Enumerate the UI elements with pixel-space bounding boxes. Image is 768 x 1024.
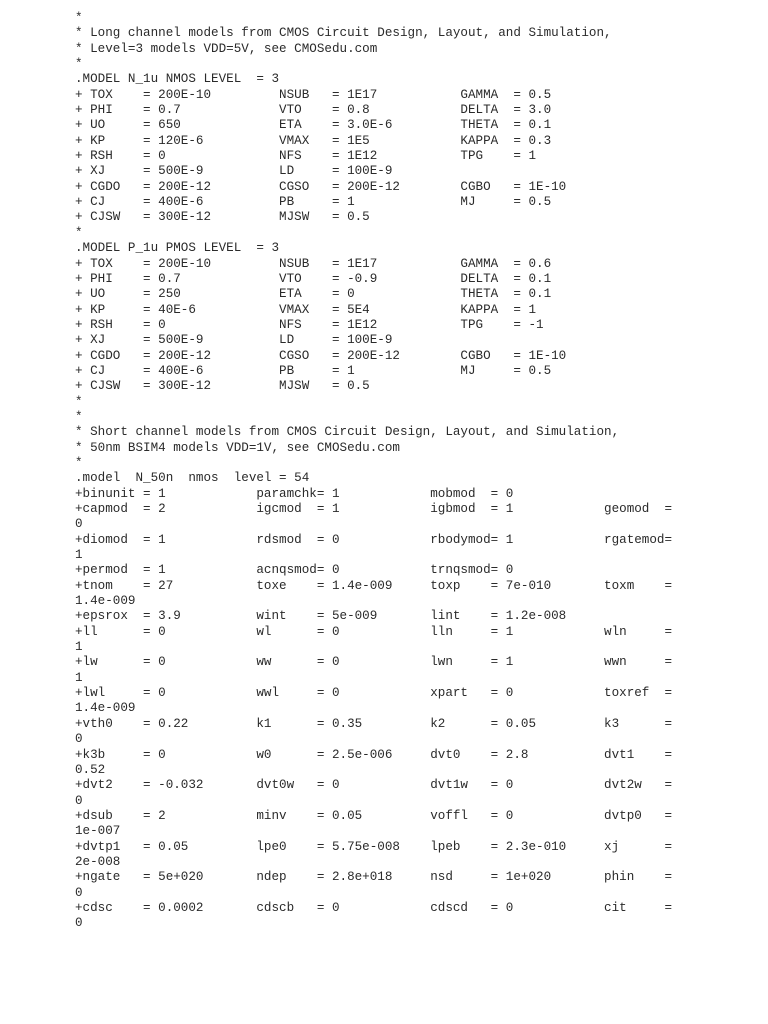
text-line: 1e-007	[75, 824, 121, 839]
text-line: *	[75, 11, 83, 25]
text-line: .MODEL N_1u NMOS LEVEL = 3	[75, 72, 280, 87]
text-line: + UO = 650 ETA = 3.0E-6 THETA = 0.1	[75, 118, 552, 133]
text-line: +dvtp1 = 0.05 lpe0 = 5.75e-008 lpeb = 2.3e-010 xj =	[75, 839, 673, 854]
text-line: * Short channel models from CMOS Circuit Design, Layout, and Simulation,	[75, 425, 620, 440]
text-line: 1.4e-009	[75, 594, 136, 609]
text-line: +tnom = 27 toxe = 1.4e-009 toxp = 7e-010 toxm =	[75, 578, 673, 593]
text-line: + KP = 40E-6 VMAX = 5E4 KAPPA = 1	[75, 302, 537, 317]
text-line: +capmod = 2 igcmod = 1 igbmod = 1 geomod =	[75, 502, 673, 516]
text-line: *	[75, 394, 83, 409]
text-line: +diomod = 1 rdsmod = 0 rbodymod= 1 rgatemod=	[75, 532, 673, 547]
text-line: *	[75, 409, 83, 424]
text-line: +lw = 0 ww = 0 lwn = 1 wwn =	[75, 655, 673, 670]
text-line: 0	[75, 517, 83, 532]
text-line: .MODEL P_1u PMOS LEVEL = 3	[75, 241, 280, 256]
text-line: + CGDO = 200E-12 CGSO = 200E-12 CGBO = 1E-10	[75, 179, 567, 194]
text-line: +dsub = 2 minv = 0.05 voffl = 0 dvtp0 =	[75, 808, 673, 823]
text-line: 1	[75, 670, 83, 685]
text-line: * Level=3 models VDD=5V, see CMOSedu.com	[75, 41, 378, 56]
text-line: + CJSW = 300E-12 MJSW = 0.5	[75, 210, 370, 225]
text-line: 0	[75, 885, 83, 900]
text-line: +k3b = 0 w0 = 2.5e-006 dvt0 = 2.8 dvt1 =	[75, 747, 673, 762]
text-line: *	[75, 225, 83, 240]
text-line: + XJ = 500E-9 LD = 100E-9	[75, 164, 393, 179]
text-line: 0.52	[75, 762, 106, 777]
text-line: 0	[75, 916, 83, 931]
text-line: + KP = 120E-6 VMAX = 1E5 KAPPA = 0.3	[75, 133, 552, 148]
text-line: * 50nm BSIM4 models VDD=1V, see CMOSedu.com	[75, 440, 400, 455]
text-line: + TOX = 200E-10 NSUB = 1E17 GAMMA = 0.5	[75, 87, 552, 102]
text-line: + PHI = 0.7 VTO = 0.8 DELTA = 3.0	[75, 103, 552, 118]
text-line: +ll = 0 wl = 0 lln = 1 wln =	[75, 624, 673, 639]
text-line: +epsrox = 3.9 wint = 5e-009 lint = 1.2e-008	[75, 609, 567, 624]
text-line: *	[75, 57, 83, 72]
text-line: 2e-008	[75, 854, 121, 869]
text-line: 1	[75, 640, 83, 655]
text-line: + XJ = 500E-9 LD = 100E-9	[75, 333, 393, 348]
text-line: + CJ = 400E-6 PB = 1 MJ = 0.5	[75, 363, 552, 378]
text-line: + CJSW = 300E-12 MJSW = 0.5	[75, 379, 370, 394]
text-line: + TOX = 200E-10 NSUB = 1E17 GAMMA = 0.6	[75, 256, 552, 271]
text-line: + RSH = 0 NFS = 1E12 TPG = 1	[75, 149, 537, 164]
text-line: + PHI = 0.7 VTO = -0.9 DELTA = 0.1	[75, 271, 552, 286]
text-line: 0	[75, 793, 83, 808]
text-line: + CGDO = 200E-12 CGSO = 200E-12 CGBO = 1E-10	[75, 348, 567, 363]
text-line: +lwl = 0 wwl = 0 xpart = 0 toxref =	[75, 686, 673, 701]
text-line: .model N_50n nmos level = 54	[75, 471, 310, 486]
text-line: 1.4e-009	[75, 701, 136, 716]
text-line: *	[75, 455, 83, 470]
text-line: + RSH = 0 NFS = 1E12 TPG = -1	[75, 317, 544, 332]
text-line: 1	[75, 548, 83, 563]
text-line: + UO = 250 ETA = 0 THETA = 0.1	[75, 287, 552, 302]
text-line: +binunit = 1 paramchk= 1 mobmod = 0	[75, 486, 514, 501]
text-line: +ngate = 5e+020 ndep = 2.8e+018 nsd = 1e+020 phin =	[75, 870, 673, 885]
text-line: * Long channel models from CMOS Circuit Design, Layout, and Simulation,	[75, 26, 612, 41]
spice-model-listing	[75, 11, 768, 932]
text-line: 0	[75, 732, 83, 747]
text-line: +vth0 = 0.22 k1 = 0.35 k2 = 0.05 k3 =	[75, 716, 673, 731]
text-line: +cdsc = 0.0002 cdscb = 0 cdscd = 0 cit =	[75, 900, 673, 915]
text-line: +permod = 1 acnqsmod= 0 trnqsmod= 0	[75, 563, 514, 578]
text-line: +dvt2 = -0.032 dvt0w = 0 dvt1w = 0 dvt2w =	[75, 778, 673, 793]
text-line: + CJ = 400E-6 PB = 1 MJ = 0.5	[75, 195, 552, 210]
